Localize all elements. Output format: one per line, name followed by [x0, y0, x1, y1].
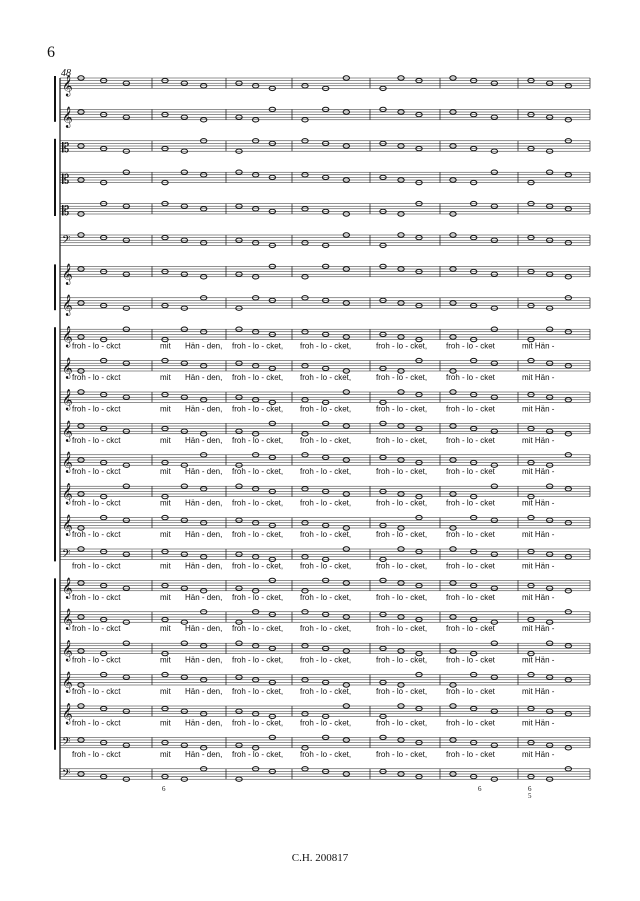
- lyric-text: froh - lo - cket,: [300, 561, 352, 571]
- lyric-text: froh - lo - ckct: [72, 687, 121, 696]
- bass-figure: 6: [528, 785, 532, 794]
- treble-clef-icon: 𝄞: [62, 389, 73, 411]
- lyric-text: mit Hän -: [522, 530, 555, 539]
- lyric-text: froh - lo - cket,: [232, 561, 284, 571]
- lyric-text: froh - lo - cket,: [376, 561, 428, 571]
- lyric-text: Hän - den,: [185, 498, 223, 508]
- lyric-text: mit: [160, 655, 171, 665]
- lyric-text: froh - lo - ckct: [72, 530, 121, 539]
- lyric-text: mit Hän -: [522, 498, 555, 508]
- lyric-text: Hän - den,: [185, 435, 223, 445]
- lyric-text: mit Hän -: [522, 435, 555, 445]
- treble-clef-icon: 𝄞: [62, 75, 73, 97]
- bass-figure: 5: [528, 792, 532, 801]
- lyric-text: froh - lo - cket: [446, 467, 495, 477]
- lyric-text: froh - lo - cket: [446, 498, 495, 508]
- lyric-text: froh - lo - ckct: [72, 435, 121, 445]
- lyric-text: mit Hän -: [522, 404, 555, 414]
- lyric-text: froh - lo - cket,: [300, 718, 352, 728]
- lyric-text: mit Hän -: [522, 749, 555, 759]
- lyric-text: froh - lo - cket,: [300, 341, 352, 351]
- treble-clef-icon: 𝄞: [62, 420, 73, 442]
- lyric-text: froh - lo - cket: [446, 404, 495, 414]
- lyric-text: froh - lo - ckct: [72, 624, 121, 634]
- lyric-text: froh - lo - cket,: [232, 655, 284, 665]
- treble8-clef-icon: 𝄞: [62, 483, 73, 505]
- lyric-text: mit Hän -: [522, 467, 555, 477]
- lyric-text: froh - lo - cket: [446, 624, 495, 634]
- lyric-text: froh - lo - cket: [446, 749, 495, 759]
- lyric-text: Hän - den,: [185, 373, 223, 382]
- lyric-text: Hän - den,: [185, 592, 223, 602]
- lyric-text: froh - lo - cket,: [232, 749, 284, 759]
- lyric-text: Hän - den,: [185, 341, 223, 351]
- treble8-clef-icon: 𝄞: [62, 703, 73, 725]
- lyric-text: froh - lo - cket: [446, 341, 495, 351]
- page-number: 6: [47, 44, 55, 61]
- treble-clef-icon: 𝄞: [62, 106, 73, 128]
- lyric-text: froh - lo - cket,: [232, 341, 284, 351]
- lyric-text: mit: [160, 530, 171, 539]
- lyric-text: mit: [160, 498, 171, 508]
- treble8-clef-icon: 𝄞: [62, 672, 73, 693]
- lyric-text: froh - lo - cket,: [376, 435, 428, 445]
- lyric-text: froh - lo - ckct: [72, 498, 121, 508]
- alto-clef-icon: 𝄡: [62, 141, 70, 157]
- lyric-text: Hän - den,: [185, 467, 223, 477]
- lyric-text: froh - lo - cket: [446, 435, 495, 445]
- treble-clef-icon: 𝄞: [62, 452, 73, 474]
- lyric-text: mit: [160, 373, 171, 382]
- lyric-text: froh - lo - cket,: [232, 624, 284, 634]
- bass-figure: 6: [478, 785, 482, 794]
- lyric-text: mit Hän -: [522, 561, 555, 571]
- lyric-text: froh - lo - cket: [446, 718, 495, 728]
- lyric-text: Hän - den,: [185, 561, 223, 571]
- lyric-text: froh - lo - cket,: [232, 435, 284, 445]
- lyric-text: mit: [160, 718, 171, 728]
- lyric-text: mit: [160, 749, 171, 759]
- treble-clef-icon: 𝄞: [62, 263, 73, 285]
- lyric-text: froh - lo - cket,: [300, 655, 352, 665]
- lyric-text: mit Hän -: [522, 592, 555, 602]
- lyric-text: mit: [160, 435, 171, 445]
- lyric-text: froh - lo - cket,: [300, 592, 352, 602]
- lyric-text: froh - lo - cket,: [300, 749, 352, 759]
- lyric-text: froh - lo - ckct: [72, 341, 121, 351]
- lyric-text: froh - lo - cket,: [232, 498, 284, 508]
- lyric-text: froh - lo - cket: [446, 592, 495, 602]
- lyric-text: froh - lo - ckct: [72, 592, 121, 602]
- lyric-text: froh - lo - cket,: [376, 624, 428, 634]
- lyric-text: froh - lo - cket,: [232, 687, 284, 696]
- lyric-text: froh - lo - cket,: [376, 655, 428, 665]
- lyric-text: froh - lo - cket,: [300, 498, 352, 508]
- lyric-text: mit: [160, 687, 171, 696]
- lyric-text: mit Hän -: [522, 624, 555, 634]
- treble8-clef-icon: 𝄞: [62, 515, 73, 536]
- lyric-text: froh - lo - cket,: [300, 530, 352, 539]
- lyric-text: froh - lo - cket,: [376, 467, 428, 477]
- footer-code: C.H. 200817: [291, 852, 349, 864]
- lyric-text: froh - lo - cket,: [376, 404, 428, 414]
- lyric-text: Hän - den,: [185, 718, 223, 728]
- bass-clef-icon: 𝄢: [62, 767, 71, 783]
- lyric-text: froh - lo - cket,: [376, 592, 428, 602]
- lyric-text: froh - lo - cket: [446, 530, 495, 539]
- lyric-text: froh - lo - cket,: [232, 530, 284, 539]
- lyric-text: froh - lo - ckct: [72, 467, 121, 477]
- lyric-text: Hän - den,: [185, 530, 223, 539]
- lyric-text: froh - lo - cket,: [376, 373, 428, 382]
- lyric-text: froh - lo - cket,: [300, 404, 352, 414]
- alto-clef-icon: 𝄡: [62, 204, 70, 219]
- treble-clef-icon: 𝄞: [62, 609, 73, 631]
- treble-clef-icon: 𝄞: [62, 640, 73, 662]
- lyric-text: froh - lo - cket: [446, 655, 495, 665]
- measure-number: 48: [61, 68, 71, 79]
- lyric-text: mit Hän -: [522, 687, 555, 696]
- bass-clef-icon: 𝄢: [62, 736, 71, 752]
- lyric-text: mit: [160, 592, 171, 602]
- lyric-text: froh - lo - cket: [446, 561, 495, 571]
- lyric-text: froh - lo - cket,: [300, 624, 352, 634]
- bass-clef-icon: 𝄢: [62, 547, 71, 563]
- lyric-text: froh - lo - ckct: [72, 404, 121, 414]
- lyric-text: mit Hän -: [522, 655, 555, 665]
- lyric-text: froh - lo - cket,: [376, 341, 428, 351]
- lyric-text: froh - lo - cket,: [376, 749, 428, 759]
- lyric-text: mit Hän -: [522, 373, 555, 382]
- lyric-text: froh - lo - ckct: [72, 655, 121, 665]
- lyric-text: froh - lo - cket,: [300, 435, 352, 445]
- lyric-text: froh - lo - cket,: [300, 373, 352, 382]
- lyric-text: froh - lo - cket,: [300, 687, 352, 696]
- lyric-text: mit Hän -: [522, 341, 555, 351]
- lyric-text: froh - lo - cket,: [376, 718, 428, 728]
- lyric-text: froh - lo - ckct: [72, 718, 121, 728]
- bass-clef-icon: 𝄢: [62, 233, 71, 249]
- treble-clef-icon: 𝄞: [62, 577, 73, 599]
- lyric-text: froh - lo - cket,: [232, 467, 284, 477]
- lyric-text: mit Hän -: [522, 718, 555, 728]
- lyric-text: froh - lo - ckct: [72, 561, 121, 571]
- lyric-text: froh - lo - cket,: [376, 530, 428, 539]
- lyric-text: mit: [160, 561, 171, 571]
- lyric-text: Hän - den,: [185, 687, 223, 696]
- lyric-text: Hän - den,: [185, 624, 223, 634]
- lyric-text: mit: [160, 467, 171, 477]
- lyric-text: mit: [160, 624, 171, 634]
- lyric-text: froh - lo - cket,: [232, 373, 284, 382]
- lyric-text: froh - lo - cket,: [232, 718, 284, 728]
- lyric-text: froh - lo - cket,: [300, 467, 352, 477]
- lyric-text: mit: [160, 404, 171, 414]
- lyric-text: froh - lo - cket: [446, 373, 495, 382]
- lyric-text: froh - lo - ckct: [72, 373, 121, 382]
- treble-clef-icon: 𝄞: [62, 295, 73, 317]
- lyric-text: froh - lo - cket,: [376, 498, 428, 508]
- alto-clef-icon: 𝄡: [62, 172, 70, 188]
- bass-figure: 6: [162, 785, 166, 794]
- lyric-text: Hän - den,: [185, 404, 223, 414]
- lyric-text: froh - lo - ckct: [72, 749, 121, 759]
- lyric-text: froh - lo - cket,: [232, 404, 284, 414]
- lyric-text: Hän - den,: [185, 749, 223, 759]
- treble-clef-icon: 𝄞: [62, 326, 73, 348]
- lyric-text: froh - lo - cket,: [376, 687, 428, 696]
- lyric-text: froh - lo - cket,: [232, 592, 284, 602]
- lyric-text: Hän - den,: [185, 655, 223, 665]
- treble-clef-icon: 𝄞: [62, 358, 73, 379]
- lyric-text: froh - lo - cket: [446, 687, 495, 696]
- lyric-text: mit: [160, 341, 171, 351]
